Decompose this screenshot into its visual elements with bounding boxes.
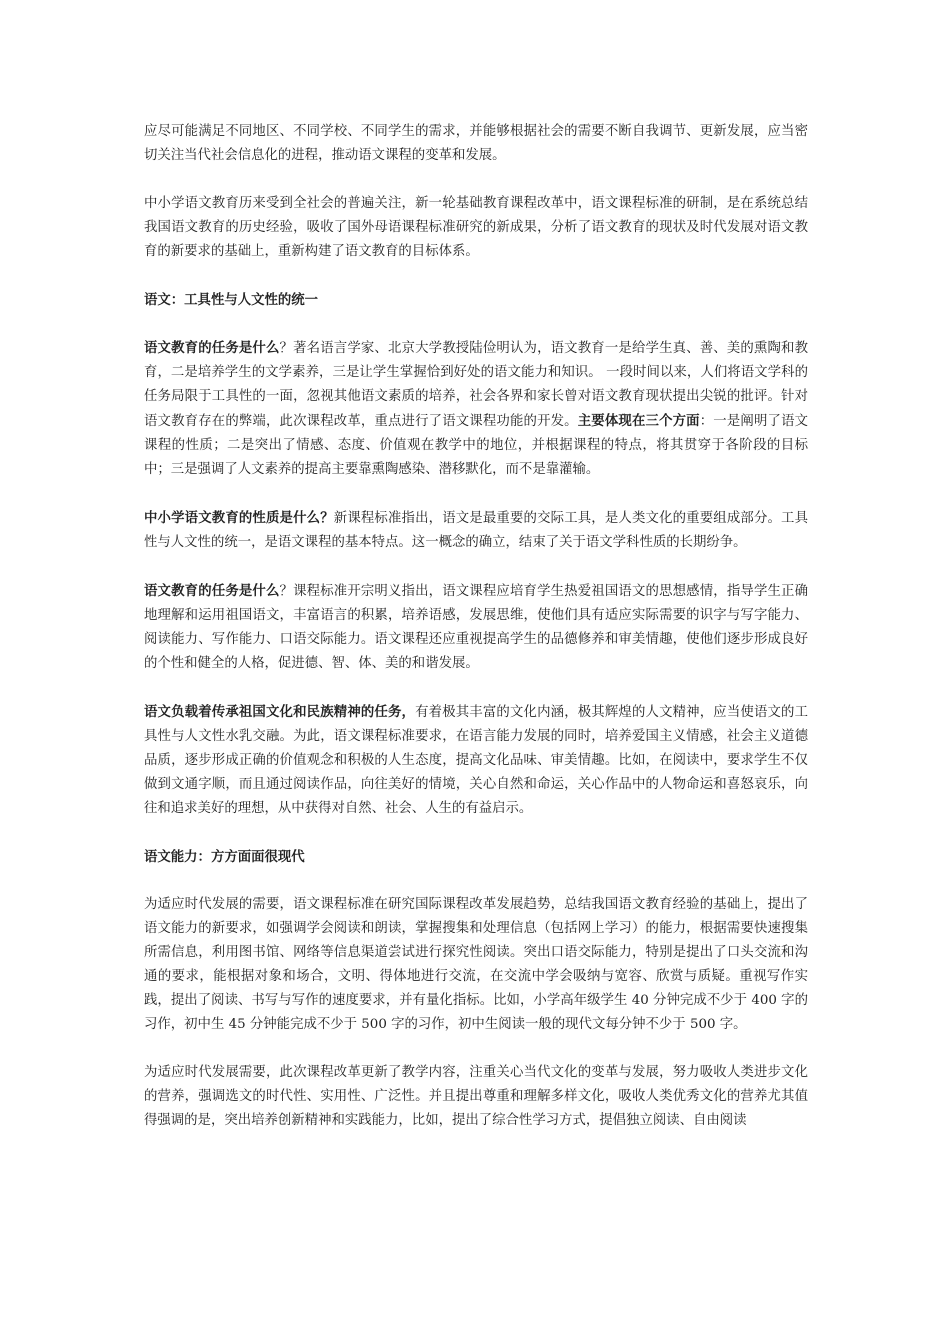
bold-emphasis: 语文负载着传承祖国文化和民族精神的任务，: [144, 704, 416, 720]
paragraph-text: 为适应时代发展需要，此次课程改革更新了教学内容，注重关心当代文化的变革与发展，努力吸收人类进步文化的营养，强调选文的时代性、实用性、广泛性。并且提出尊重和理解多样文化，吸收人类优秀文化的营养尤其值得强调的是，突出培养创新精神和实践能力，比如，提出了综合性学习方式，提倡独立阅读、自由阅读: [144, 1065, 808, 1128]
paragraph-intro: [144, 120, 808, 168]
bold-question: 语文教育的任务是什么: [144, 340, 280, 356]
paragraph-text: 应尽可能满足不同地区、不同学校、不同学生的需求，并能够根据社会的需要不断自我调节、更新发展，应当密切关注当代社会信息化的进程，推动语文课程的变革和发展。: [144, 124, 808, 163]
paragraph-text: ？课程标准开宗明义指出，语文课程应培育学生热爱祖国语文的思想感情，指导学生正确地理解和运用祖国语文，丰富语言的积累，培养语感，发展思维，使他们具有适应实际需要的识字与写字能力、阅读能力、写作能力、口语交际能力。语文课程还应重视提高学生的品德修养和审美情趣，使他们逐步形成良好的个性和健全的人格，促进德、智、体、美的和谐发展。: [144, 584, 809, 671]
paragraph-text: 有着极其丰富的文化内涵，极其辉煌的人文精神，应当使语文的工具性与人文性水乳交融。为此，语文课程标准要求，在语言能力发展的同时，培养爱国主义情感，社会主义道德品质，逐步形成正确的价值观念和积极的人生态度，提高文化品味、审美情趣。比如，在阅读中，要求学生不仅做到文通字顺，而且通过阅读作品，向往美好的情境，关心自然和命运，关心作品中的人物命运和喜怒哀乐，向往和追求美好的理想，从中获得对自然、社会、人生的有益启示。: [144, 705, 809, 816]
section-heading-ability: 语文能力：方方面面很现代: [144, 849, 305, 865]
article-body: [144, 120, 808, 1157]
bold-question: 语文教育的任务是什么: [144, 583, 280, 599]
paragraph-text: 新课程标准指出，语文是最重要的交际工具，是人类文化的重要组成部分。工具性与人文性的统一，是语文课程的基本特点。这一概念的确立，结束了关于语文学科性质的长期纷争。: [144, 511, 809, 550]
paragraph-culture: [144, 700, 808, 821]
section-heading-nature: 语文：工具性与人文性的统一: [144, 292, 319, 308]
paragraph-text: 为适应时代发展的需要，语文课程标准在研究国际课程改革发展趋势，总结我国语文教育经验的基础上，提出了语文能力的新要求，如强调学会阅读和朗读，掌握搜集和处理信息（包括网上学习）的能力，根据需要快速搜集所需信息，利用图书馆、网络等信息渠道尝试进行探究性阅读。突出口语交际能力，特别是提出了口头交流和沟通的要求，能根据对象和场合，文明、得体地进行交流，在交流中学会吸纳与宽容、欣赏与质疑。重视写作实践，提出了阅读、书写与写作的速度要求，并有量化指标。比如，小学高年级学生 40 分钟完成不少于 400 字的习作，初中生 45 分钟能完成不少于 500 字的习作，初中生阅读一般的现代文每分钟不少于 500 字。: [144, 897, 808, 1032]
paragraph-task-standard: [144, 579, 808, 676]
paragraph-content-update: [144, 1061, 808, 1133]
paragraph-nature-question: [144, 506, 808, 555]
paragraph-text: ：一是阐明了语文课程的性质；二是突出了情感、态度、价值观在教学中的地位，并根据课程的特点，将其贯穿于各阶段的目标中；三是强调了人文素养的提高主要靠熏陶感染、潜移默化，而不是靠灌输。: [144, 414, 809, 477]
paragraph-text: 中小学语文教育历来受到全社会的普遍关注，新一轮基础教育课程改革中，语文课程标准的研制，是在系统总结我国语文教育的历史经验，吸收了国外母语课程标准研究的新成果，分析了语文教育的现状及时代发展对语文教育的新要求的基础上，重新构建了语文教育的目标体系。: [144, 196, 808, 259]
bold-question: 中小学语文教育的性质是什么？: [144, 510, 334, 526]
bold-emphasis: 主要体现在三个方面: [577, 413, 700, 429]
paragraph-ability: [144, 893, 808, 1037]
paragraph-task-question: [144, 336, 808, 482]
paragraph-text: ？著名语言学家、北京大学教授陆俭明认为，语文教育一是给学生真、善、美的熏陶和教育，二是培养学生的文学素养，三是让学生掌握恰到好处的语文能力和知识。 一段时间以来，人们将语文学科的任务局限于工具性的一面，忽视其他语文素质的培养，社会各界和家长曾对语文教育现状提出尖锐的批评。针对语文教育存在的弊端，此次课程改革，重点进行了语文课程功能的开发。: [144, 341, 809, 429]
paragraph-background: [144, 192, 808, 264]
